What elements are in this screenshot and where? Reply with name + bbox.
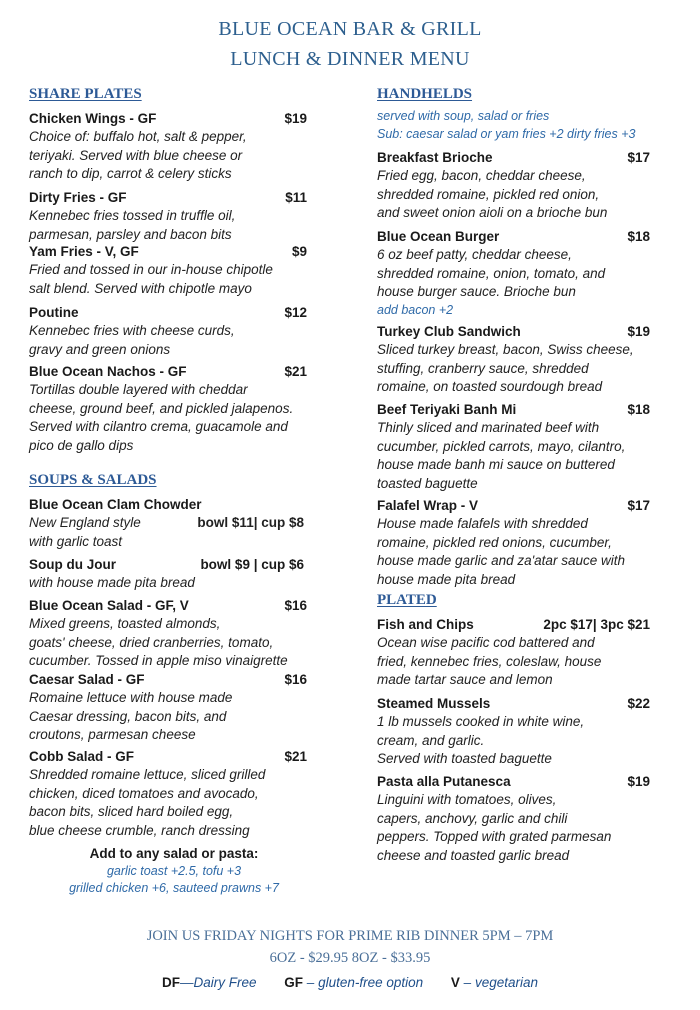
- section-heading: SHARE PLATES: [29, 86, 142, 102]
- description-line: [377, 791, 650, 810]
- item-name-row: [377, 400, 650, 419]
- description-line: [29, 437, 307, 456]
- description-line: [377, 167, 650, 186]
- menu-item: [29, 303, 307, 359]
- section-notes: [377, 107, 635, 143]
- description-line: [29, 341, 307, 360]
- description-text: peppers. Topped with grated parmesan: [377, 829, 612, 844]
- description-line: [29, 766, 307, 785]
- description-text: cucumber, pickled carrots, mayo, cilantro,: [377, 438, 626, 454]
- item-name: Steamed Mussels: [377, 696, 491, 711]
- menu-item: [377, 694, 650, 769]
- description-text: Linguini with tomatoes, olives,: [377, 792, 557, 807]
- item-description: [29, 381, 307, 455]
- description-text: cucumber. Tossed in apple miso vinaigrette: [29, 653, 288, 668]
- description-text: Caesar dressing, bacon bits, and: [29, 708, 227, 724]
- footer: [0, 925, 700, 993]
- menu-item: [29, 670, 307, 745]
- description-line: [377, 653, 650, 672]
- description-line: [29, 574, 307, 593]
- legend-code: DF: [162, 975, 181, 990]
- description-text: toasted baguette: [377, 475, 478, 491]
- item-price: $17: [627, 150, 650, 165]
- description-text: shredded romaine, onion, tomato, and: [377, 265, 606, 281]
- description-text: blue cheese crumble, ranch dressing: [29, 822, 250, 838]
- description-line: [377, 534, 650, 553]
- item-description: [29, 514, 307, 551]
- description-line: [377, 456, 650, 475]
- item-description: [29, 574, 307, 593]
- item-description: [377, 791, 650, 865]
- description-text: and sweet onion aioli on a brioche bun: [377, 205, 608, 220]
- description-line: [377, 552, 650, 571]
- description-text: House made falafels with shredded: [377, 516, 588, 531]
- description-text: Kennebec fries with cheese curds,: [29, 323, 235, 338]
- item-description: [29, 766, 307, 840]
- item-name: Pasta alla Putanesca: [377, 774, 511, 789]
- description-line: [377, 634, 650, 653]
- description-text: croutons, parmesan cheese: [29, 727, 196, 742]
- description-line: [29, 533, 307, 552]
- item-name-row: [377, 227, 650, 246]
- item-price: $19: [627, 324, 650, 339]
- description-line: [377, 265, 650, 284]
- item-price: $19: [627, 774, 650, 789]
- menu-item: [29, 555, 307, 593]
- description-line: [377, 283, 650, 302]
- description-text: cheese, ground beef, and pickled jalapenos.: [29, 400, 294, 416]
- menu-item: [29, 596, 307, 671]
- description-text: Choice of: buffalo hot, salt & pepper,: [29, 129, 247, 144]
- description-text: parmesan, parsley and bacon bits: [29, 226, 232, 242]
- description-line: [29, 165, 307, 184]
- item-name-row: [29, 109, 307, 128]
- item-name: Blue Ocean Salad - GF, V: [29, 598, 189, 613]
- section-heading: HANDHELDS: [377, 86, 473, 102]
- description-text: Shredded romaine lettuce, sliced grilled: [29, 767, 266, 782]
- item-price: $18: [627, 229, 650, 244]
- description-text: Fried egg, bacon, cheddar cheese,: [377, 168, 586, 183]
- item-price: $21: [284, 364, 307, 379]
- description-line: [377, 419, 650, 438]
- item-description: [377, 419, 650, 493]
- description-text: romaine, on toasted sourdough bread: [377, 379, 603, 394]
- description-text: Mixed greens, toasted almonds,: [29, 616, 221, 631]
- description-text: gravy and green onions: [29, 341, 171, 357]
- menu-item: [29, 747, 307, 840]
- menu-item: [29, 188, 307, 244]
- description-text: Tortillas double layered with cheddar: [29, 382, 248, 397]
- item-price: $9: [291, 244, 307, 259]
- item-name: Chicken Wings - GF: [29, 111, 157, 126]
- item-name: Blue Ocean Clam Chowder: [29, 497, 202, 512]
- description-line: [29, 803, 307, 822]
- item-name-row: [29, 670, 307, 689]
- description-line: [377, 204, 650, 223]
- description-text: cream, and garlic.: [377, 732, 485, 748]
- addon-line: garlic toast +2.5, tofu +3: [106, 864, 242, 878]
- legend-sep: —: [180, 975, 194, 990]
- item-price: $22: [627, 696, 650, 711]
- item-name: Blue Ocean Burger: [377, 229, 500, 244]
- description-line: [377, 360, 650, 379]
- item-name: Breakfast Brioche: [377, 150, 493, 165]
- item-name: Cobb Salad - GF: [29, 749, 135, 764]
- menu-item: [29, 109, 307, 184]
- description-line: [29, 634, 307, 653]
- dietary-legend: [0, 973, 700, 993]
- section-note: served with soup, salad or fries: [377, 109, 550, 123]
- prime-rib-promo: JOIN US FRIDAY NIGHTS FOR PRIME RIB DINNER 5PM – 7PM: [146, 928, 554, 944]
- description-text: Romaine lettuce with house made: [29, 690, 233, 705]
- item-name-row: [29, 596, 307, 615]
- description-text: ranch to dip, carrot & celery sticks: [29, 166, 232, 181]
- item-description: [377, 167, 650, 223]
- description-text: cheese and toasted garlic bread: [377, 847, 570, 863]
- addon-line: grilled chicken +6, sauteed prawns +7: [69, 881, 279, 895]
- description-text: Served with toasted baguette: [377, 751, 552, 766]
- description-text: house made pita bread: [377, 571, 516, 587]
- description-line: [29, 652, 307, 671]
- item-price: bowl $11| cup $8: [197, 515, 304, 530]
- item-description: [29, 128, 307, 184]
- item-name: Falafel Wrap - V: [377, 498, 479, 513]
- description-text: Ocean wise pacific cod battered and: [377, 635, 595, 650]
- legend-code: V: [450, 975, 460, 990]
- item-name-row: [377, 496, 650, 515]
- item-name-row: [29, 242, 307, 261]
- item-name-row: [377, 694, 650, 713]
- description-line: [29, 822, 307, 841]
- description-text: goats' cheese, dried cranberries, tomato,: [29, 634, 274, 650]
- legend-df: [162, 975, 257, 990]
- item-name-row: [377, 148, 650, 167]
- menu-item: [377, 496, 650, 589]
- description-text: fried, kennebec fries, coleslaw, house: [377, 653, 602, 669]
- description-line: [377, 341, 650, 360]
- legend-sep: –: [303, 975, 319, 990]
- menu-item: [377, 400, 650, 493]
- item-name: Yam Fries - V, GF: [29, 244, 139, 259]
- item-name-row: [29, 362, 307, 381]
- description-line: [377, 847, 650, 866]
- description-text: teriyaki. Served with blue cheese or: [29, 147, 243, 163]
- section-heading: PLATED: [377, 592, 437, 608]
- menu-title-line-1: BLUE OCEAN BAR & GRILL: [218, 18, 482, 40]
- item-name: Beef Teriyaki Banh Mi: [377, 402, 517, 417]
- description-line: [29, 381, 307, 400]
- description-line: [377, 378, 650, 397]
- description-line: [377, 713, 650, 732]
- description-line: [377, 750, 650, 769]
- description-text: Kennebec fries tossed in truffle oil,: [29, 208, 236, 223]
- description-text: with house made pita bread: [29, 575, 195, 590]
- section-note: Sub: caesar salad or yam fries +2 dirty fries +3: [377, 127, 636, 141]
- item-addon-note: add bacon +2: [377, 302, 454, 317]
- description-line: [29, 400, 307, 419]
- description-line: [29, 207, 307, 226]
- description-line: [377, 671, 650, 690]
- menu-item: [29, 495, 307, 551]
- legend-meaning: vegetarian: [474, 975, 538, 990]
- description-text: house made banh mi sauce on buttered: [377, 457, 615, 472]
- description-line: [29, 280, 307, 299]
- legend-v: [451, 975, 538, 990]
- description-text: with garlic toast: [29, 533, 123, 549]
- item-price: $12: [284, 305, 307, 320]
- item-name-row: [377, 615, 650, 634]
- menu-item: [377, 772, 650, 865]
- item-description: [29, 689, 307, 745]
- item-price: $16: [284, 672, 307, 687]
- item-name-row: [29, 303, 307, 322]
- description-text: pico de gallo dips: [29, 437, 134, 453]
- description-text: bacon bits, sliced hard boiled egg,: [29, 804, 234, 819]
- item-description: [377, 341, 650, 397]
- description-line: [29, 615, 307, 634]
- addon-title: Add to any salad or pasta:: [89, 846, 259, 861]
- item-price: 2pc $17| 3pc $21: [543, 617, 650, 632]
- menu-item: [29, 362, 307, 455]
- description-line: [29, 147, 307, 166]
- description-text: house made garlic and za'atar sauce with: [377, 553, 625, 568]
- section-heading: SOUPS & SALADS: [29, 472, 157, 488]
- item-name-row: [29, 747, 307, 766]
- item-price: bowl $9 | cup $6: [200, 557, 304, 572]
- description-line: [377, 828, 650, 847]
- description-line: [377, 732, 650, 751]
- description-line: [29, 128, 307, 147]
- description-line: [29, 785, 307, 804]
- description-text: capers, anchovy, garlic and chili: [377, 810, 568, 826]
- description-line: [29, 726, 307, 745]
- description-line: [29, 514, 307, 533]
- item-name-row: [29, 495, 307, 514]
- description-text: made tartar sauce and lemon: [377, 672, 553, 687]
- menu-item: [377, 148, 650, 223]
- description-text: chicken, diced tomatoes and avocado,: [29, 785, 259, 801]
- item-price: $17: [627, 498, 650, 513]
- description-line: [377, 475, 650, 494]
- item-price: $18: [627, 402, 650, 417]
- item-description: [29, 207, 307, 244]
- item-name-row: [377, 322, 650, 341]
- item-name-row: [29, 188, 307, 207]
- description-line: [377, 246, 650, 265]
- item-name: Turkey Club Sandwich: [377, 324, 521, 339]
- item-price: $19: [284, 111, 307, 126]
- description-line: [29, 708, 307, 727]
- description-line: [377, 515, 650, 534]
- description-text: shredded romaine, pickled red onion,: [377, 186, 600, 202]
- description-text: stuffing, cranberry sauce, shredded: [377, 360, 589, 376]
- description-text: Fried and tossed in our in-house chipotle: [29, 262, 273, 277]
- item-price: $21: [284, 749, 307, 764]
- description-text: 1 lb mussels cooked in white wine,: [377, 714, 585, 729]
- description-text: romaine, pickled red onions, cucumber,: [377, 534, 612, 550]
- description-text: Served with cilantro crema, guacamole and: [29, 419, 288, 434]
- item-name-row: [377, 772, 650, 791]
- legend-meaning: gluten-free option: [318, 975, 424, 990]
- item-name: Soup du Jour: [29, 557, 116, 572]
- item-description: [29, 261, 307, 298]
- item-price: $16: [284, 598, 307, 613]
- legend-code: GF: [284, 975, 304, 990]
- legend-meaning: Dairy Free: [193, 975, 257, 990]
- description-text: Sliced turkey breast, bacon, Swiss cheese,: [377, 342, 634, 357]
- legend-sep: –: [459, 975, 475, 990]
- description-text: salt blend. Served with chipotle mayo: [29, 280, 252, 296]
- legend-gf: [284, 975, 423, 990]
- description-line: [377, 438, 650, 457]
- prime-rib-prices: 6OZ - $29.95 8OZ - $33.95: [269, 950, 431, 966]
- item-description: [377, 515, 650, 589]
- description-line: [29, 261, 307, 280]
- item-price: $11: [285, 190, 307, 205]
- description-line: [377, 571, 650, 590]
- menu-item: [29, 242, 307, 298]
- description-text: house burger sauce. Brioche bun: [377, 284, 576, 299]
- item-name: Poutine: [29, 305, 79, 320]
- item-description: [29, 322, 307, 359]
- addon-block: [29, 845, 319, 897]
- item-name-row: [29, 555, 307, 574]
- item-description: [377, 246, 650, 302]
- menu-item: [377, 615, 650, 690]
- item-description: [377, 713, 650, 769]
- description-line: [29, 418, 307, 437]
- description-line: [377, 810, 650, 829]
- menu-item: [377, 227, 650, 318]
- menu-item: [377, 322, 650, 397]
- item-name: Caesar Salad - GF: [29, 672, 145, 687]
- item-description: [29, 615, 307, 671]
- description-line: [29, 689, 307, 708]
- item-name: Dirty Fries - GF: [29, 190, 127, 205]
- menu-title-line-2: LUNCH & DINNER MENU: [230, 48, 470, 70]
- description-text: Thinly sliced and marinated beef with: [377, 420, 600, 435]
- description-line: [29, 322, 307, 341]
- description-text: 6 oz beef patty, cheddar cheese,: [377, 247, 572, 262]
- description-text: New England style: [29, 515, 141, 530]
- item-name: Fish and Chips: [377, 617, 474, 632]
- item-name: Blue Ocean Nachos - GF: [29, 364, 187, 379]
- description-line: [377, 186, 650, 205]
- item-description: [377, 634, 650, 690]
